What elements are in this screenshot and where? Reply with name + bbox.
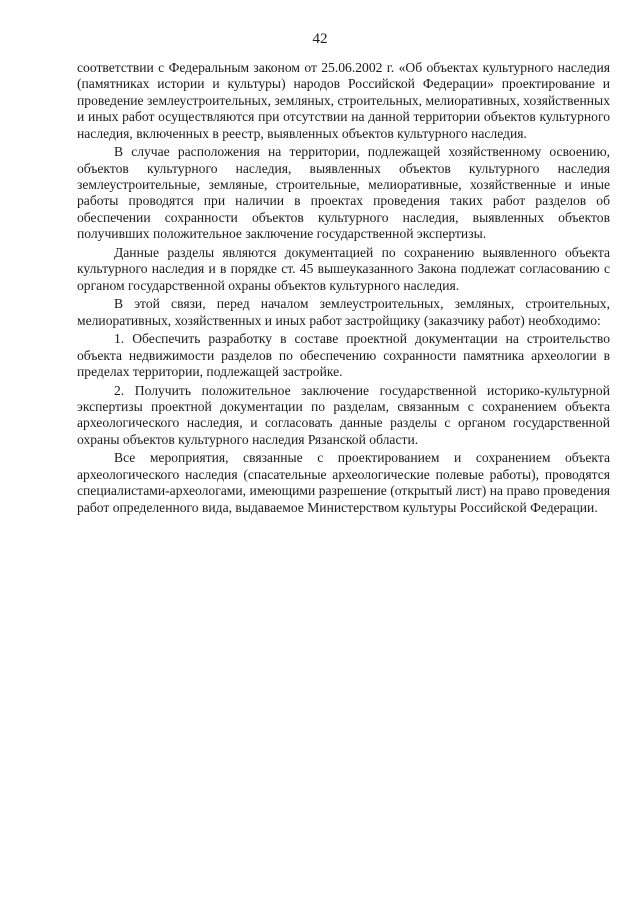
page-number: 42 (312, 31, 328, 47)
document-body (77, 60, 610, 518)
paragraph-territory-works: В случае расположения на территории, подлежащей хозяйственному освоению, объектов культурного наследия, выявленных объектов культурного наследия землеустроительные, земляные, строительные, мелиоративные, хозяйственные и иные работы проводятся при наличии в проектах проведения таких работ разделов об обеспечении сохранности объектов культурного наследия, выявленных объектов получивших положительное заключение государственной экспертизы. (77, 144, 610, 242)
paragraph-archaeologists: Все мероприятия, связанные с проектированием и сохранением объекта археологического наследия (спасательные археологические полевые работы), проводятся специалистами-археологами, имеющими разрешение (открытый лист) на право проведения работ определенного вида, выдаваемое Министерством культуры Российской Федерации. (77, 450, 610, 515)
paragraph-developer-requirements: В этой связи, перед началом землеустроительных, земляных, строительных, мелиоративных, хозяйственных и иных работ застройщику (заказчику работ) необходимо: (77, 296, 610, 328)
paragraph-sections-approval: Данные разделы являются документацией по сохранению выявленного объекта культурного наследия и в порядке ст. 45 вышеуказанного Закона подлежат согласованию с органом государственной охраны объектов культурного наследия. (77, 244, 610, 293)
list-item-1: 1. Обеспечить разработку в составе проектной документации на строительство объекта недвижимости разделов по обеспечению сохранности памятника археологии в пределах территории, подлежащей застройке. (77, 331, 610, 380)
paragraph-continuation: соответствии с Федеральным законом от 25.06.2002 г. «Об объектах культурного наследия (памятниках истории и культуры) народов Российской Федерации» проектирование и проведение землеустроительных, земляных, строительных, мелиоративных, хозяйственных и иных работ осуществляются при отсутствии на данной территории объектов культурного наследия, включенных в реестр, выявленных объектов культурного наследия. (77, 60, 610, 141)
list-item-2: 2. Получить положительное заключение государственной историко-культурной экспертизы проектной документации по разделам, связанным с сохранением объекта археологического наследия, и согласовать данные разделы с органом государственной охраны объектов культурного наследия Рязанской области. (77, 382, 610, 447)
